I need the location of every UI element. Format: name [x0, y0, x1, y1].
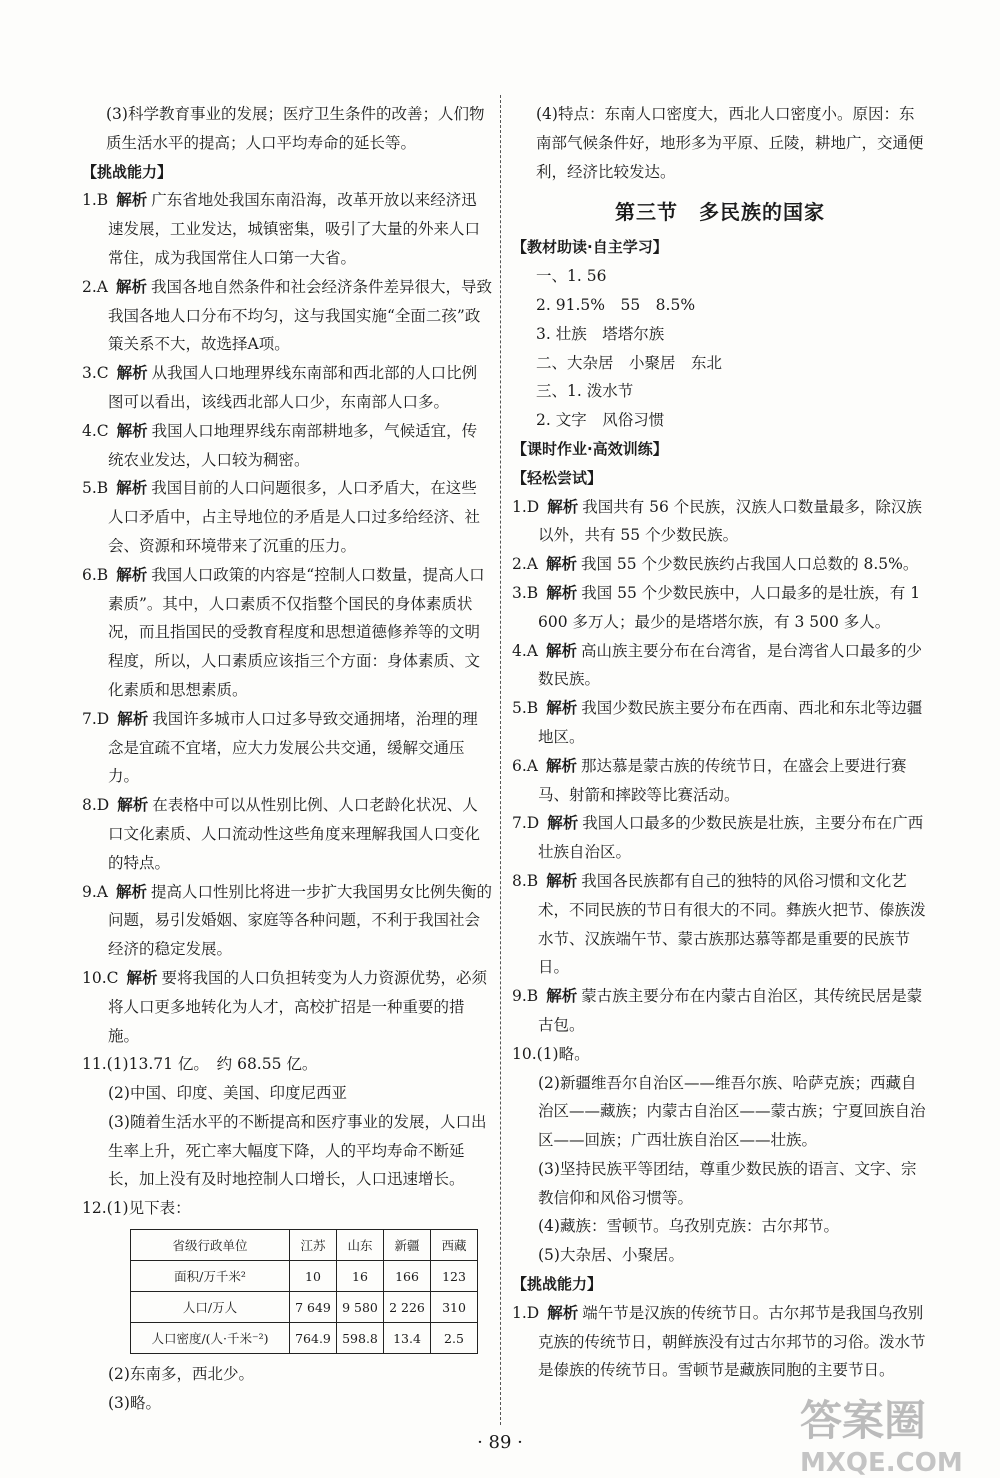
answer-number: 7.D: [512, 814, 540, 833]
table-cell: 9 580: [337, 1292, 384, 1323]
answer-item: [512, 637, 928, 695]
answer-12-part3: (3)略。: [108, 1393, 161, 1412]
table-row: [131, 1292, 478, 1323]
analysis-text: 我国人口最多的少数民族是壮族，主要分布在广西壮族自治区。: [538, 814, 924, 862]
answer-number: 3.C: [82, 364, 109, 383]
table-cell: 人口/万人: [131, 1292, 290, 1323]
study-answer-line: 二、大杂居 小聚居 东北: [536, 353, 723, 372]
answer-10-part: (4)藏族：雪顿节。乌孜别克族：古尔邦节。: [538, 1217, 839, 1236]
answer-list: [512, 493, 928, 1040]
table-cell: 764.9: [290, 1323, 337, 1354]
column-divider: [500, 95, 501, 1425]
study-answer-line: 2. 91.5% 55 8.5%: [536, 295, 696, 314]
analysis-label: 解析: [546, 987, 578, 1006]
answer-item: [512, 1299, 928, 1385]
analysis-text: 在表格中可以从性别比例、人口老龄化状况、人口文化素质、人口流动性这些角度来理解我国人口变化的特点。: [108, 796, 481, 872]
analysis-label: 解析: [545, 756, 577, 775]
study-answer-line: 一、1. 56: [536, 267, 607, 286]
analysis-label: 解析: [115, 882, 147, 901]
table-cell: 310: [431, 1292, 478, 1323]
table-cell: 598.8: [337, 1323, 384, 1354]
analysis-text: 我国 55 个少数民族约占我国人口总数的 8.5%。: [581, 555, 919, 574]
answer-11-part2: (2)中国、印度、美国、印度尼西亚: [108, 1084, 347, 1103]
answer-item: [512, 579, 928, 637]
answer-item: [512, 982, 928, 1040]
study-answer-line: 2. 文字 风俗习惯: [536, 411, 665, 430]
answer-item: [82, 705, 492, 791]
left-column: [82, 100, 492, 1418]
answer-item: [82, 417, 492, 475]
answer-10-part: (5)大杂居、小聚居。: [538, 1246, 684, 1265]
answer-item: [512, 493, 928, 551]
answer-number: 6.B: [82, 565, 109, 584]
analysis-text: 我国各地自然条件和社会经济条件差异很大，导致我国各地人口分布不均匀，这与我国实施“全面二孩”政策关系不大，故选择A项。: [108, 277, 493, 354]
analysis-label: 解析: [116, 364, 148, 383]
analysis-label: 解析: [116, 565, 148, 584]
answer-item: [82, 964, 492, 1050]
answer-item: [82, 474, 492, 560]
analysis-text: 从我国人口地理界线东南部和西北部的人口比例图可以看出，该线西北部人口少，东南部人口多。: [108, 364, 478, 411]
answer-paragraph: (3)科学教育事业的发展；医疗卫生条件的改善；人们物质生活水平的提高；人口平均寿命的延长等。: [106, 105, 485, 152]
page-number: · 89 ·: [477, 1432, 523, 1453]
answer-number: 2.A: [82, 277, 108, 296]
watermark-logo: [800, 1388, 990, 1478]
study-answer-list: [512, 262, 928, 435]
analysis-label: 解析: [546, 871, 578, 890]
analysis-text: 我国目前的人口问题很多，人口矛盾大，在这些人口矛盾中，占主导地位的矛盾是人口过多给经济、社会、资源和环境带来了沉重的压力。: [108, 479, 481, 555]
answer-number: 4.C: [82, 421, 109, 440]
section-heading-study: 【教材助读·自主学习】: [512, 238, 668, 257]
answer-item: [512, 867, 928, 982]
answer-item: [512, 694, 928, 752]
answer-12-part1: 12.(1)见下表：: [82, 1199, 191, 1218]
answer-number: 8.D: [82, 796, 110, 815]
answer-list: [82, 186, 492, 1050]
answer-number: 1.D: [512, 1303, 540, 1322]
analysis-label: 解析: [126, 968, 158, 987]
analysis-text: 我国 55 个少数民族中，人口最多的是壮族，有 1 600 多万人；最少的是塔塔尔族，有 3 500 多人。: [538, 583, 921, 631]
table-cell: 2 226: [384, 1292, 431, 1323]
table-cell: 16: [337, 1261, 384, 1292]
answer-item: [82, 791, 492, 877]
analysis-text: 那达慕是蒙古族的传统节日，在盛会上要进行赛马、射箭和摔跤等比赛活动。: [538, 756, 907, 804]
analysis-text: 我国少数民族主要分布在西南、西北和东北等边疆地区。: [538, 699, 923, 746]
answer-number: 9.B: [512, 987, 539, 1006]
table-cell: 123: [431, 1261, 478, 1292]
answer-item: [82, 273, 492, 359]
analysis-label: 解析: [546, 699, 578, 718]
section-heading-challenge: 【挑战能力】: [82, 162, 173, 181]
right-column: [512, 100, 928, 1385]
analysis-label: 解析: [547, 497, 579, 516]
analysis-label: 解析: [547, 814, 579, 833]
table-header-cell: 省级行政单位: [131, 1230, 290, 1261]
analysis-text: 广东省地处我国东南沿海，改革开放以来经济迅速发展，工业发达，城镇密集，吸引了大量的外来人口常住，成为我国常住人口第一大省。: [108, 191, 481, 267]
answer-item: [82, 878, 492, 964]
answer-number: 4.A: [512, 641, 538, 660]
analysis-text: 提高人口性别比将进一步扩大我国男女比例失衡的问题，易引发婚姻、家庭等各种问题，不利于我国社会经济的稳定发展。: [108, 882, 493, 959]
table-cell: 人口密度/(人·千米⁻²): [131, 1323, 290, 1354]
answer-10-part: (2)新疆维吾尔自治区——维吾尔族、哈萨克族；西藏自治区——藏族；内蒙古自治区——蒙古族；宁夏回族自治区——回族；广西壮族自治区——壮族。: [538, 1073, 926, 1150]
table-row: [131, 1323, 478, 1354]
answer-item: [512, 550, 928, 579]
analysis-label: 解析: [117, 796, 149, 815]
answer-item: [82, 561, 492, 705]
analysis-text: 高山族主要分布在台湾省，是台湾省人口最多的少数民族。: [538, 641, 923, 689]
answer-number: 1.B: [82, 191, 109, 210]
table-cell: 2.5: [431, 1323, 478, 1354]
answer-number: 5.B: [512, 699, 539, 718]
watermark-url: MXQE.COM: [800, 1448, 963, 1478]
answer-item: [82, 359, 492, 417]
challenge-answer: [512, 1299, 928, 1385]
analysis-text: 我国人口地理界线东南部耕地多，气候适宜，传统农业发达，人口较为稠密。: [108, 421, 478, 469]
table-header-row: [131, 1230, 478, 1261]
answer-11-part1: 11.(1)13.71 亿。 约 68.55 亿。: [82, 1055, 318, 1074]
answer-number: 3.B: [512, 583, 539, 602]
table-cell: 166: [384, 1261, 431, 1292]
analysis-text: 端午节是汉族的传统节日。古尔邦节是我国乌孜别克族的传统节日，朝鲜族没有过古尔邦节的习俗。泼水节是傣族的传统节日。雪顿节是藏族同胞的主要节日。: [538, 1303, 926, 1380]
study-answer-line: 3. 壮族 塔塔尔族: [536, 324, 665, 343]
analysis-label: 解析: [116, 191, 148, 210]
analysis-text: 我国许多城市人口过多导致交通拥堵，治理的理念是宜疏不宜堵，应大力发展公共交通，缓解交通压力。: [108, 709, 478, 786]
table-cell: 10: [290, 1261, 337, 1292]
answer-10-part: (3)坚持民族平等团结，尊重少数民族的语言、文字、宗教信仰和风俗习惯等。: [538, 1159, 917, 1207]
answer-number: 9.A: [82, 882, 108, 901]
analysis-label: 解析: [116, 479, 148, 498]
answer-number: 2.A: [512, 555, 538, 574]
answer-number: 8.B: [512, 871, 539, 890]
watermark-text: 答案圈: [800, 1396, 927, 1445]
analysis-label: 解析: [547, 1303, 579, 1322]
answer-item: [82, 186, 492, 272]
answer-10: [512, 1040, 928, 1270]
analysis-text: 我国人口政策的内容是“控制人口数量，提高人口素质”。其中，人口素质不仅指整个国民的身体素质状况，而且指国民的受教育程度和思想道德修养等的文明程度，所以，人口素质应该指三个方面：身体素质、文化素质和思想素质。: [108, 565, 485, 699]
answer-number: 7.D: [82, 709, 110, 728]
table-header-cell: 西藏: [431, 1230, 478, 1261]
analysis-text: 我国共有 56 个民族，汉族人口数量最多，除汉族以外，共有 55 个少数民族。: [538, 497, 922, 545]
table-cell: 13.4: [384, 1323, 431, 1354]
table-cell: 面积/万千米²: [131, 1261, 290, 1292]
section-heading-homework: 【课时作业·高效训练】: [512, 439, 668, 458]
analysis-label: 解析: [115, 277, 147, 296]
answer-number: 10.C: [82, 968, 119, 987]
table-header-cell: 山东: [337, 1230, 384, 1261]
answer-10-part: 10.(1)略。: [512, 1044, 590, 1063]
answer-number: 5.B: [82, 479, 109, 498]
analysis-text: 蒙古族主要分布在内蒙古自治区，其传统民居是蒙古包。: [538, 987, 923, 1034]
table-header-cell: 新疆: [384, 1230, 431, 1261]
section-heading-challenge: 【挑战能力】: [512, 1275, 603, 1294]
analysis-label: 解析: [545, 641, 577, 660]
answer-paragraph: (4)特点：东南人口密度大，西北人口密度小。原因：东南部气候条件好，地形多为平原、丘陵，耕地广，交通便利，经济比较发达。: [536, 105, 924, 181]
answer-11-part3: (3)随着生活水平的不断提高和医疗事业的发展，人口出生率上升，死亡率大幅度下降，人的平均寿命不断延长，加上没有及时地控制人口增长，人口迅速增长。: [108, 1112, 487, 1189]
study-answer-line: 三、1. 泼水节: [536, 382, 634, 401]
table-cell: 7 649: [290, 1292, 337, 1323]
analysis-label: 解析: [117, 709, 149, 728]
answer-item: [512, 809, 928, 867]
section-heading-easy: 【轻松尝试】: [512, 468, 603, 487]
answer-number: 6.A: [512, 756, 538, 775]
analysis-label: 解析: [116, 421, 148, 440]
section-title: 第三节 多民族的国家: [615, 200, 825, 225]
analysis-label: 解析: [545, 555, 577, 574]
table-row: [131, 1261, 478, 1292]
analysis-text: 我国各民族都有自己的独特的风俗习惯和文化艺术，不同民族的节日有很大的不同。彝族火把节、傣族泼水节、汉族端午节、蒙古族那达慕等都是重要的民族节日。: [538, 871, 926, 977]
population-table: [130, 1229, 478, 1354]
answer-number: 1.D: [512, 497, 540, 516]
table-header-cell: 江苏: [290, 1230, 337, 1261]
answer-12-part2: (2)东南多，西北少。: [108, 1365, 254, 1384]
answer-item: [512, 752, 928, 810]
analysis-label: 解析: [546, 583, 578, 602]
analysis-text: 要将我国的人口负担转变为人力资源优势，必须将人口更多地转化为人才，高校扩招是一种重要的措施。: [108, 968, 488, 1045]
